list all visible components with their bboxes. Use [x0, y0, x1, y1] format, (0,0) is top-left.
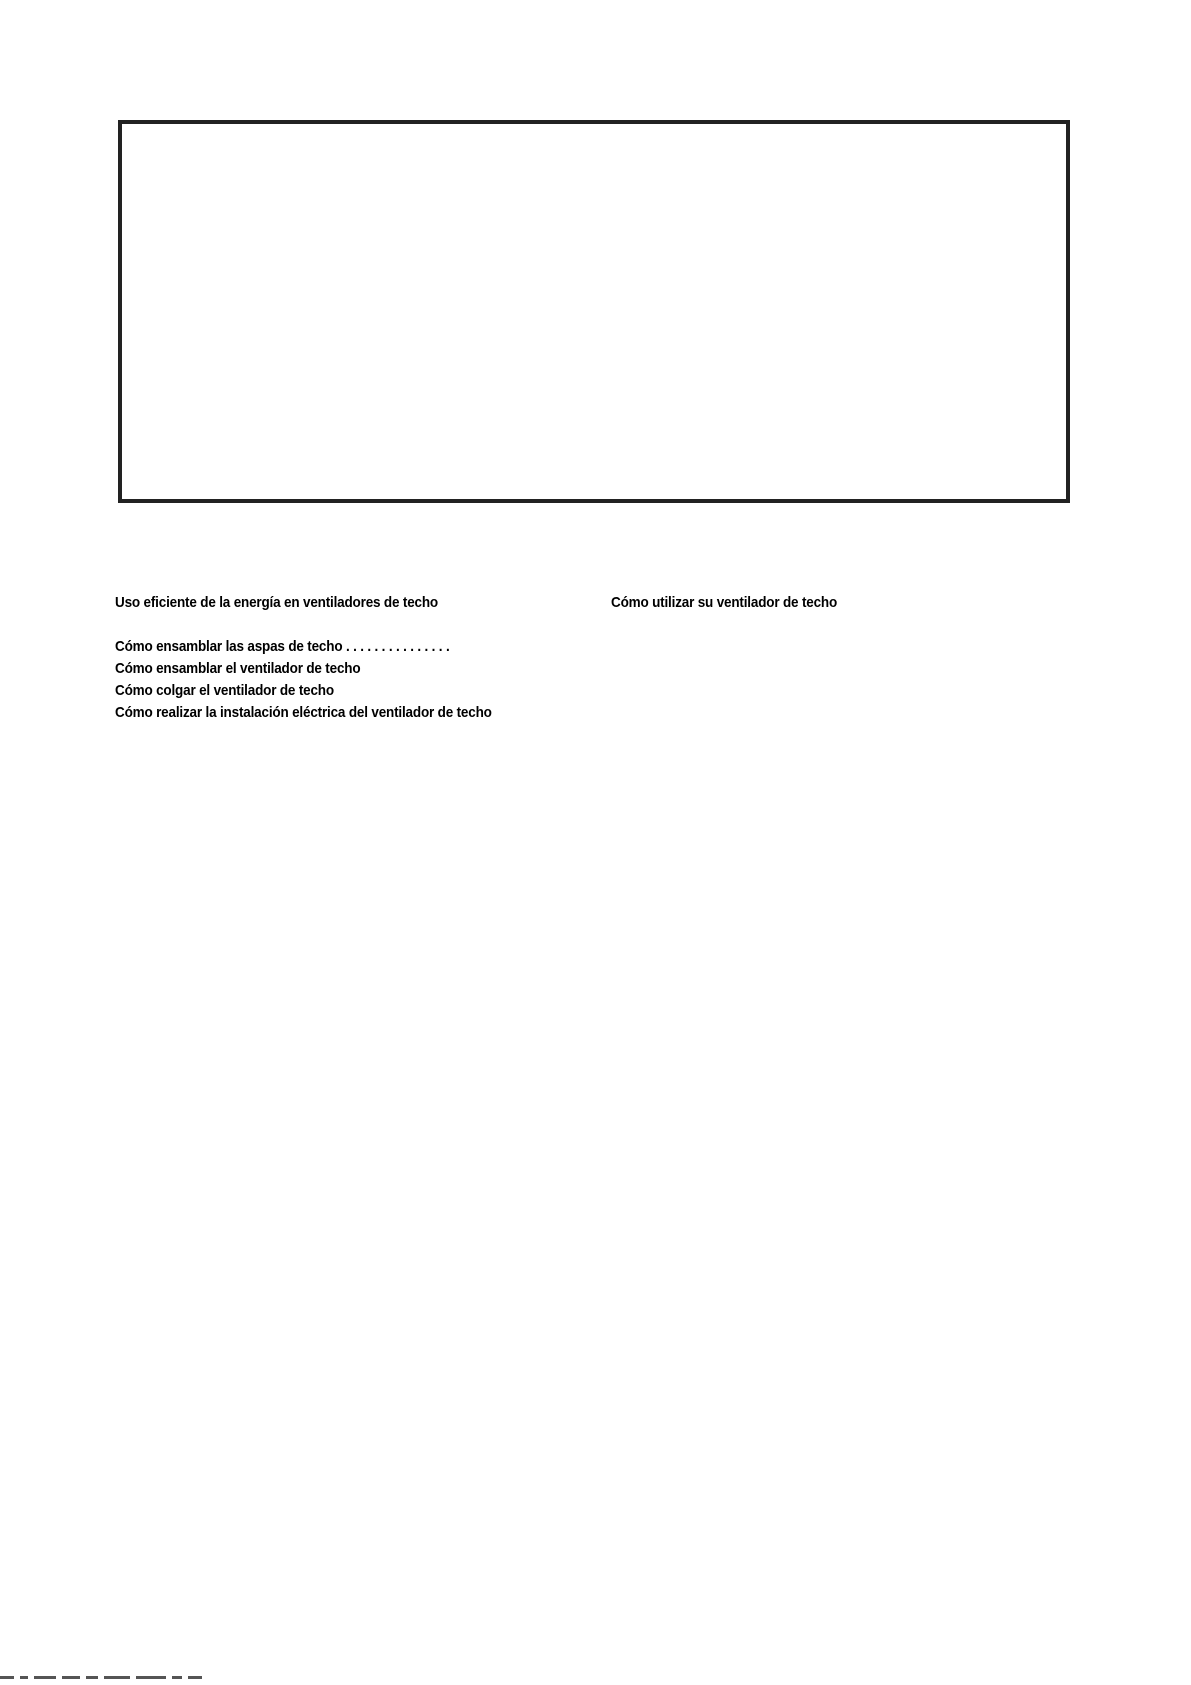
cropped-footer-marks [0, 1676, 340, 1685]
toc-entry-using-fan[interactable]: Cómo utilizar su ventilador de techo [611, 594, 838, 611]
toc-entry-energy-efficiency[interactable]: Uso eficiente de la energía en ventiladores de techo [115, 594, 439, 611]
toc-entry-assemble-fan[interactable]: Cómo ensamblar el ventilador de techo [115, 660, 361, 677]
table-of-contents-left [115, 592, 595, 724]
toc-entry-assemble-blades[interactable]: Cómo ensamblar las aspas de techo . . . . . . . . . . . . . . . [115, 638, 450, 655]
blank-bordered-panel [118, 120, 1070, 503]
toc-entry-hang-fan[interactable]: Cómo colgar el ventilador de techo [115, 682, 334, 699]
toc-entry-wiring[interactable]: Cómo realizar la instalación eléctrica del ventilador de techo [115, 704, 492, 721]
table-of-contents-right [611, 592, 1071, 614]
